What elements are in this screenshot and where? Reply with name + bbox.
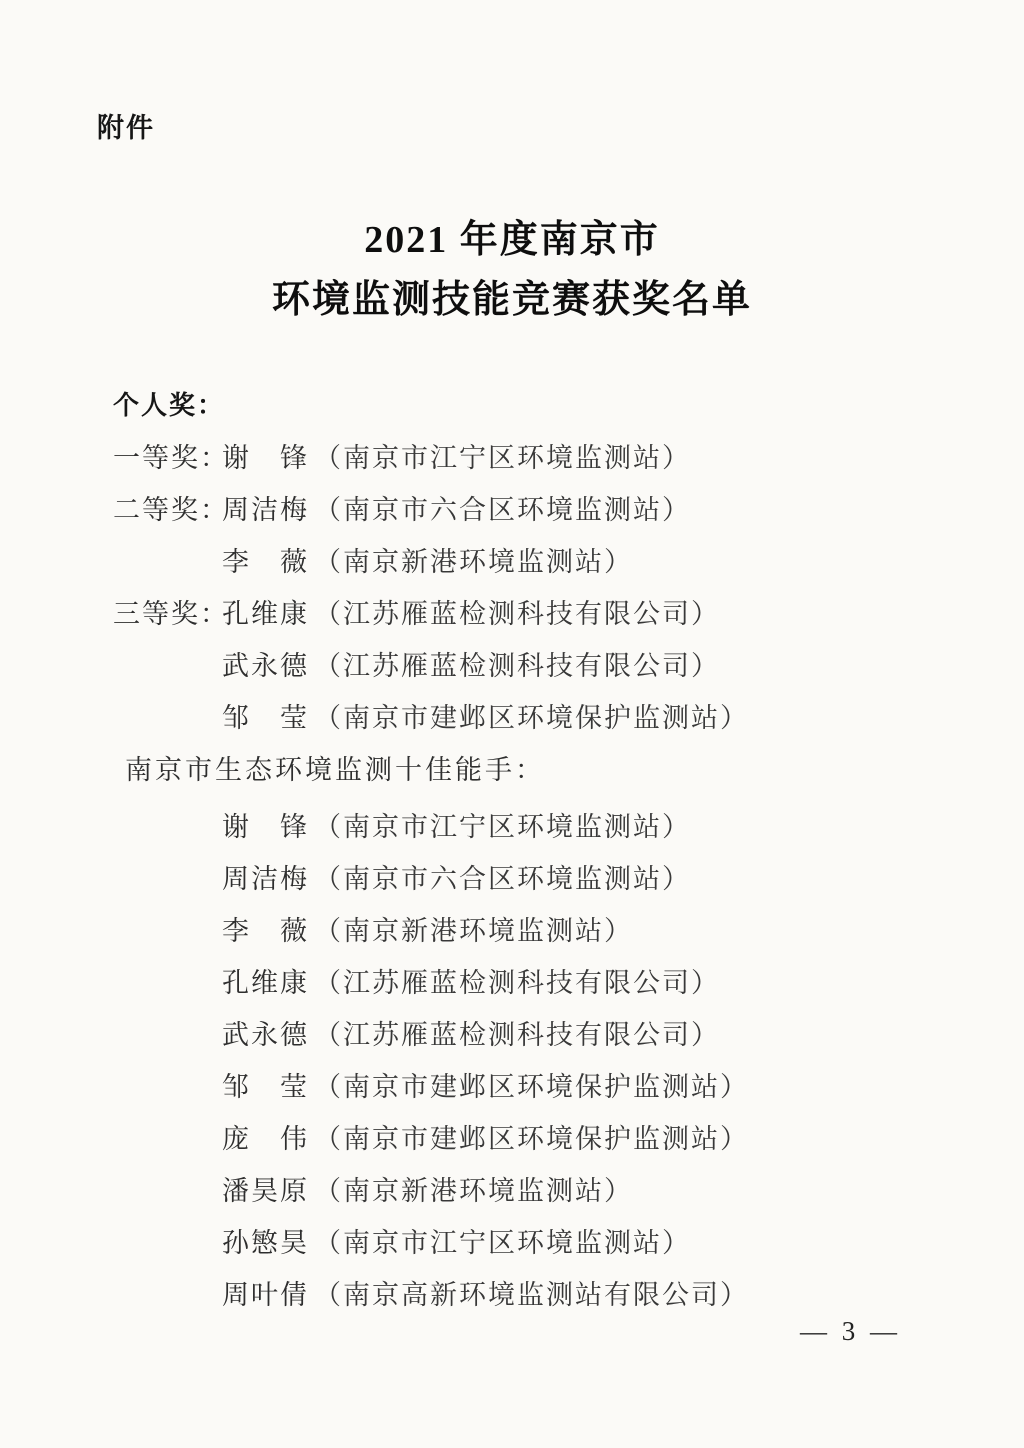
winner-name: 李 薇 (222, 547, 309, 577)
winner-affiliation: （南京新港环境监测站） (314, 547, 633, 577)
top-ten-row (0, 957, 1024, 1009)
award-row (0, 640, 1024, 692)
top-ten-row (0, 1009, 1024, 1061)
page-number: — 3 — (800, 1316, 901, 1346)
award-row (0, 588, 1024, 640)
winner-name: 李 薇 (222, 916, 309, 946)
winner-affiliation: （南京市江宁区环境监测站） (314, 443, 691, 473)
winner-affiliation: （南京市六合区环境监测站） (314, 495, 691, 525)
winner-name: 周叶倩 (222, 1280, 309, 1310)
winner-affiliation: （南京市江宁区环境监测站） (314, 1228, 691, 1258)
top-ten-row (0, 1061, 1024, 1113)
winner-name: 谢 锋 (222, 812, 309, 842)
winner-affiliation: （南京市建邺区环境保护监测站） (314, 703, 749, 733)
individual-awards-heading: 个人奖： (113, 391, 226, 420)
winner-name: 邹 莹 (222, 1072, 309, 1102)
title-line-1: 2021 年度南京市 (364, 219, 660, 261)
award-row (0, 484, 1024, 536)
top-ten-row (0, 1269, 1024, 1321)
document-body (0, 380, 1024, 1321)
award-rank-label: 二等奖： (113, 495, 229, 525)
winner-affiliation: （江苏雁蓝检测科技有限公司） (314, 968, 720, 998)
winner-name: 周洁梅 (222, 495, 309, 525)
winner-affiliation: （南京高新环境监测站有限公司） (314, 1280, 749, 1310)
top-ten-row (0, 1113, 1024, 1165)
winner-name: 武永德 (222, 651, 309, 681)
winner-affiliation: （南京市建邺区环境保护监测站） (314, 1124, 749, 1154)
top-ten-row (0, 1217, 1024, 1269)
winner-affiliation: （江苏雁蓝检测科技有限公司） (314, 1020, 720, 1050)
winner-affiliation: （南京新港环境监测站） (314, 916, 633, 946)
top-ten-row (0, 801, 1024, 853)
winner-name: 孙慜昊 (222, 1228, 309, 1258)
award-rank-label: 三等奖： (113, 599, 229, 629)
award-rank-label: 一等奖： (113, 443, 229, 473)
award-row (0, 692, 1024, 744)
winner-affiliation: （南京市六合区环境监测站） (314, 864, 691, 894)
winner-affiliation: （南京市江宁区环境监测站） (314, 812, 691, 842)
winner-name: 谢 锋 (222, 443, 309, 473)
winner-name: 周洁梅 (222, 864, 309, 894)
winner-affiliation: （江苏雁蓝检测科技有限公司） (314, 599, 720, 629)
winner-name: 孔维康 (222, 599, 309, 629)
title-line-2: 环境监测技能竞赛获奖名单 (271, 279, 752, 321)
document-title (0, 210, 1024, 330)
award-row (0, 536, 1024, 588)
top-ten-row (0, 853, 1024, 905)
top-ten-heading: 南京市生态环境监测十佳能手： (125, 755, 545, 785)
winner-affiliation: （南京市建邺区环境保护监测站） (314, 1072, 749, 1102)
winner-name: 武永德 (222, 1020, 309, 1050)
winner-name: 邹 莹 (222, 703, 309, 733)
top-ten-row (0, 1165, 1024, 1217)
winner-name: 潘昊原 (222, 1176, 309, 1206)
top-ten-row (0, 905, 1024, 957)
winner-affiliation: （南京新港环境监测站） (314, 1176, 633, 1206)
award-row (0, 432, 1024, 484)
attachment-label: 附件 (97, 113, 155, 143)
winner-name: 孔维康 (222, 968, 309, 998)
winner-name: 庞 伟 (222, 1124, 309, 1154)
winner-affiliation: （江苏雁蓝检测科技有限公司） (314, 651, 720, 681)
